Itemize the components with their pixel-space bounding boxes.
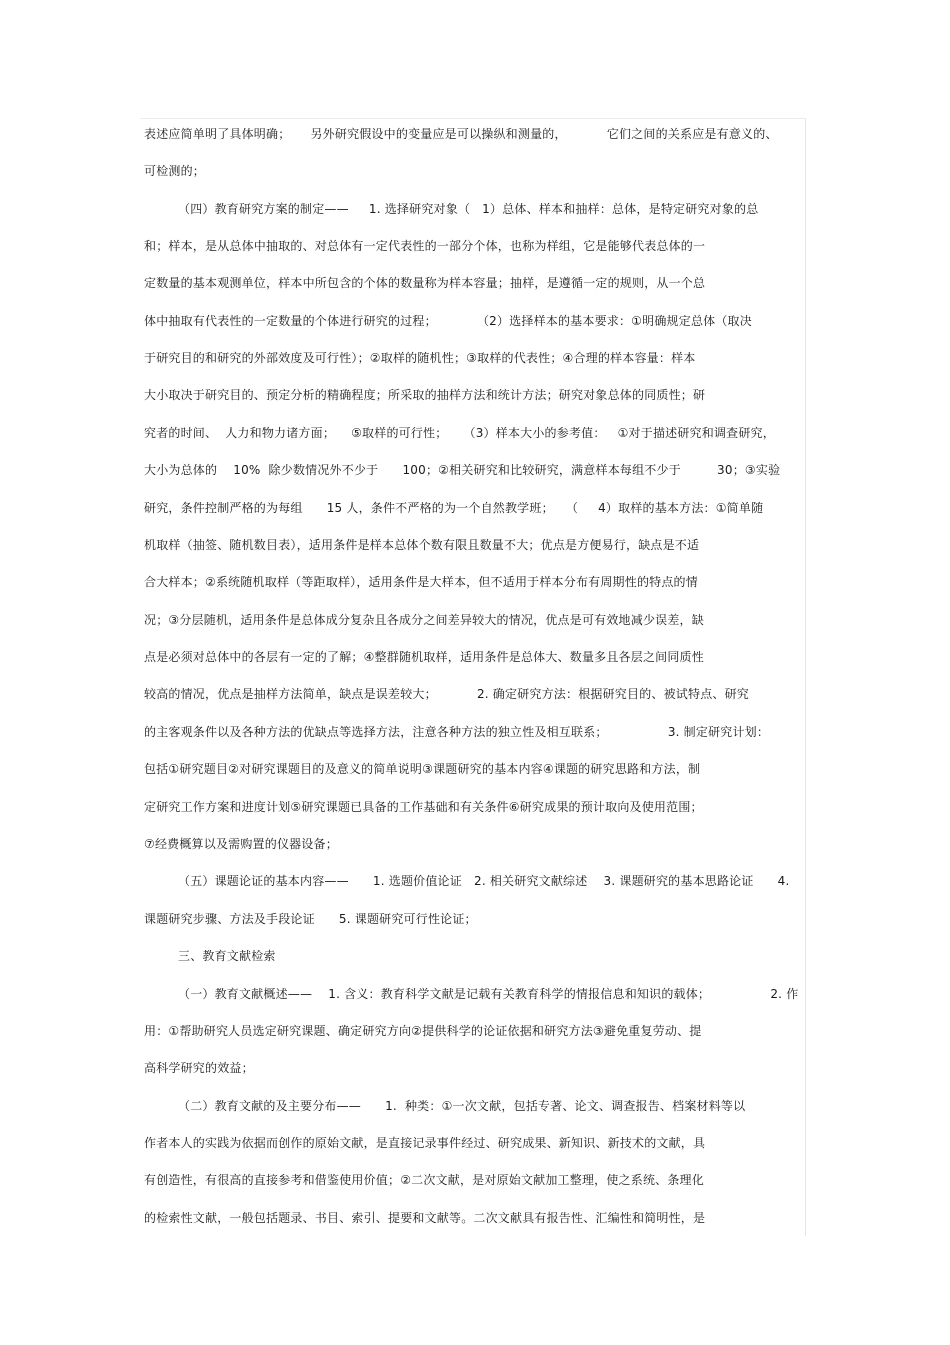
text-line: （五）课题论证的基本内容—— 1. 选题价值论证 2. 相关研究文献综述 3. 课题研究的基本思路论证 4.: [178, 874, 790, 888]
text-line: 况；③分层随机，适用条件是总体成分复杂且各成分之间差异较大的情况，优点是可有效地减少误差，缺: [144, 613, 704, 627]
text-line: 课题研究步骤、方法及手段论证 5. 课题研究可行性论证；: [144, 912, 477, 926]
text-line: 于研究目的和研究的外部效度及可行性）；②取样的随机性；③取样的代表性；④合理的样本容量：样本: [144, 351, 696, 365]
text-line: 用：①帮助研究人员选定研究课题、确定研究方向②提供科学的论证依据和研究方法③避免重复劳动、提: [144, 1024, 702, 1038]
text-line: ⑦经费概算以及需购置的仪器设备；: [144, 837, 338, 851]
text-line: 和；样本，是从总体中抽取的、对总体有一定代表性的一部分个体，也称为样组，它是能够代表总体的一: [144, 239, 706, 253]
text-line: 作者本人的实践为依据而创作的原始文献，是直接记录事件经过、研究成果、新知识、新技术的文献，具: [144, 1136, 706, 1150]
text-line: 大小为总体的 10% 除少数情况外不少于 100；②相关研究和比较研究，满意样本每组不少于 30；③实验: [144, 463, 781, 477]
text-line: 机取样（抽签、随机数目表），适用条件是样本总体个数有限且数量不大；优点是方便易行，缺点是不适: [144, 538, 700, 552]
text-line: 点是必须对总体中的各层有一定的了解；④整群随机取样，适用条件是总体大、数量多且各层之间同质性: [144, 650, 704, 664]
text-line: 大小取决于研究目的、预定分析的精确程度；所采取的抽样方法和统计方法；研究对象总体的同质性；研: [144, 388, 706, 402]
text-line: 定数量的基本观测单位，样本中所包含的个体的数量称为样本容量；抽样，是遵循一定的规则，从一个总: [144, 276, 706, 290]
text-line: （一）教育文献概述—— 1. 含义：教育科学文献是记载有关教育科学的情报信息和知识的载体； 2. 作: [178, 987, 799, 1001]
text-line: （二）教育文献的及主要分布—— 1. 种类：①一次文献，包括专著、论文、调查报告、档案材料等以: [178, 1099, 746, 1113]
text-line: 合大样本；②系统随机取样（等距取样），适用条件是大样本，但不适用于样本分布有周期性的特点的情: [144, 575, 698, 589]
text-line: 可检测的；: [144, 164, 206, 178]
section-heading: 三、教育文献检索: [178, 949, 276, 963]
text-line: 研究，条件控制严格的为每组 15 人，条件不严格的为一个自然教学班； （ 4）取样的基本方法：①简单随: [144, 501, 764, 515]
text-line: 的检索性文献，一般包括题录、书目、索引、提要和文献等。二次文献具有报告性、汇编性和简明性，是: [144, 1211, 706, 1225]
text-line: 的主客观条件以及各种方法的优缺点等选择方法，注意各种方法的独立性及相互联系； 3. 制定研究计划：: [144, 725, 770, 739]
text-line: 包括①研究题目②对研究课题目的及意义的简单说明③课题研究的基本内容④课题的研究思路和方法，制: [144, 762, 701, 776]
text-line: 表述应简单明了具体明确； 另外研究假设中的变量应是可以操纵和测量的， 它们之间的关系应是有意义的、: [144, 127, 778, 141]
text-line: 较高的情况，优点是抽样方法简单，缺点是误差较大； 2. 确定研究方法：根据研究目的、被试特点、研究: [144, 687, 750, 701]
text-line: 究者的时间、 人力和物力诸方面； ⑤取样的可行性； （3）样本大小的参考值： ①对于描述研究和调查研究，: [144, 426, 775, 440]
text-line: 体中抽取有代表性的一定数量的个体进行研究的过程； （2）选择样本的基本要求：①明确规定总体（取决: [144, 314, 752, 328]
text-line: 高科学研究的效益；: [144, 1061, 254, 1075]
text-line: 有创造性，有很高的直接参考和借鉴使用价值；②二次文献，是对原始文献加工整理，使之系统、条理化: [144, 1173, 704, 1187]
text-line: 定研究工作方案和进度计划⑤研究课题已具备的工作基础和有关条件⑥研究成果的预计取向及使用范围；: [144, 800, 703, 814]
text-line: （四）教育研究方案的制定—— 1. 选择研究对象（ 1）总体、样本和抽样：总体，是特定研究对象的总: [178, 202, 759, 216]
